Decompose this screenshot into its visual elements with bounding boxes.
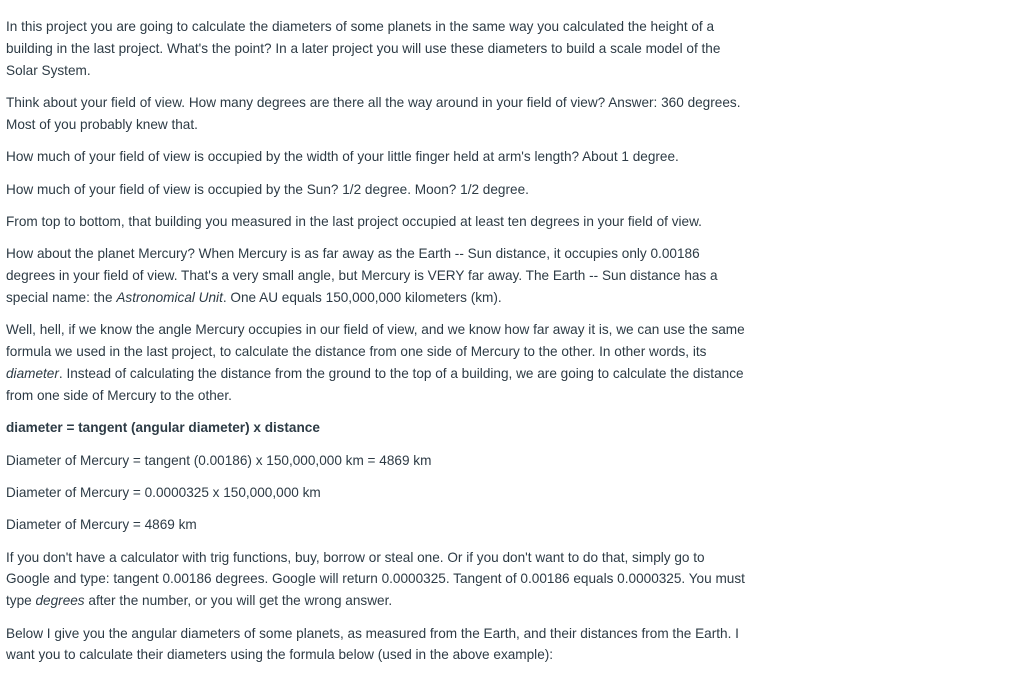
- building-text: From top to bottom, that building you measured in the last project occupied at least ten degrees in your field of view.: [6, 213, 702, 229]
- sun-moon-text: How much of your field of view is occupied by the Sun? 1/2 degree. Moon? 1/2 degree.: [6, 181, 529, 197]
- paragraph-formula-intro: [6, 319, 751, 406]
- paragraph-calculator: [6, 547, 751, 612]
- calc-3-text: Diameter of Mercury = 4869 km: [6, 517, 197, 533]
- calculator-text-1: If you don't have a calculator with trig functions, buy, borrow or steal one. Or if you don't want to do that, simply go to Google and type: tangent 0.00186 degrees. Google will return 0.0000325. Tangent of 0.00186 equals 0.0000325. You must type: [6, 549, 745, 609]
- paragraph-calc-1: [6, 450, 751, 472]
- formula-text: diameter = tangent (angular diameter) x distance: [6, 420, 320, 436]
- paragraph-mercury: [6, 243, 751, 308]
- formula-intro-text-2: . Instead of calculating the distance from the ground to the top of a building, we are going to calculate the distance from one side of Mercury to the other.: [6, 365, 744, 403]
- formula-intro-text-1: Well, hell, if we know the angle Mercury occupies in our field of view, and we know how far away it is, we can use the same formula we used in the last project, to calculate the distance from one side of Mercury to the other. In other words, its: [6, 322, 745, 360]
- below-text: Below I give you the angular diameters of some planets, as measured from the Earth, and their distances from the Earth. I want you to calculate their diameters using the formula below (used in the above example):: [6, 625, 739, 663]
- little-finger-text: How much of your field of view is occupied by the width of your little finger held at arm's length? About 1 degree.: [6, 149, 679, 165]
- degrees-term: degrees: [35, 593, 85, 609]
- astronomical-unit-term: Astronomical Unit: [116, 289, 223, 305]
- field-of-view-text: Think about your field of view. How many degrees are there all the way around in your field of view? Answer: 360 degrees. Most of you probably knew that.: [6, 94, 741, 132]
- paragraph-building: [6, 211, 751, 233]
- mercury-text-1: How about the planet Mercury? When Mercury is as far away as the Earth -- Sun distance, it occupies only 0.00186 degrees in your field of view. That's a very small angle, but Mercury is VERY far away. The Earth -- Sun distance has a special name: the: [6, 246, 718, 305]
- paragraph-sun-moon: [6, 179, 751, 201]
- document-body: [6, 16, 751, 677]
- paragraph-calc-2: [6, 482, 751, 504]
- paragraph-calc-3: [6, 514, 751, 536]
- diameter-term: diameter: [6, 365, 59, 381]
- paragraph-formula: [6, 417, 751, 439]
- paragraph-field-of-view: [6, 92, 751, 136]
- calc-1-text: Diameter of Mercury = tangent (0.00186) x 150,000,000 km = 4869 km: [6, 452, 432, 468]
- calc-2-text: Diameter of Mercury = 0.0000325 x 150,000,000 km: [6, 484, 321, 500]
- paragraph-intro: [6, 16, 751, 81]
- calculator-text-2: after the number, or you will get the wrong answer.: [84, 593, 393, 609]
- intro-text: In this project you are going to calculate the diameters of some planets in the same way you calculated the height of a building in the last project. What's the point? In a later project you will use these diameters to build a scale model of the Solar System.: [6, 19, 721, 78]
- paragraph-below: [6, 623, 751, 667]
- mercury-text-2: . One AU equals 150,000,000 kilometers (km).: [222, 289, 502, 305]
- paragraph-little-finger: [6, 146, 751, 168]
